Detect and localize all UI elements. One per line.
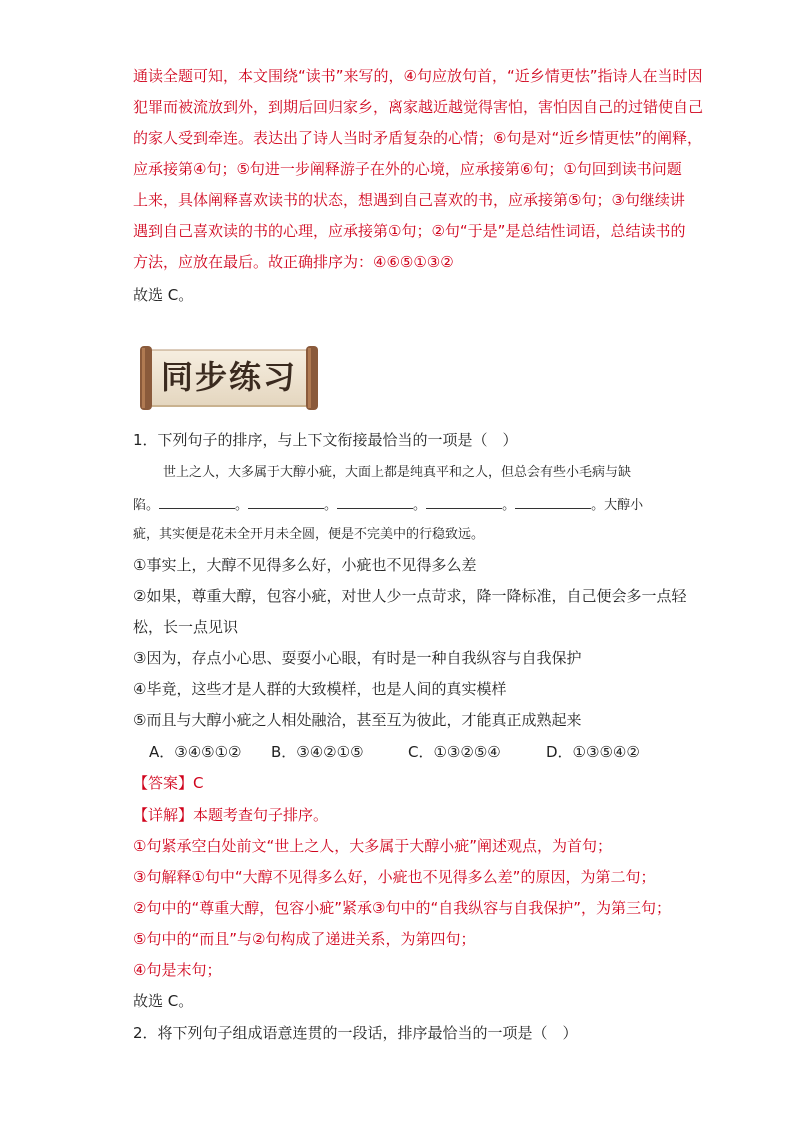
blank-sep-1: 。 [235,498,249,513]
passage-line-1: 世上之人，大多属于大醇小疵，大面上都是纯真平和之人，但总会有些小毛病与缺 [163,465,632,480]
option-d: D．①③⑤④② [546,743,640,761]
answer-line [133,773,204,793]
passage-line-2-start: 陷。 [133,498,160,513]
prev-answer-line-4: 应承接第④句；⑤句进一步阐释游子在外的心境，应承接第⑥句；①句回到读书问题 [133,160,682,178]
prev-answer-line-2: 犯罪而被流放到外，到期后回归家乡，离家越近越觉得害怕，害怕因自己的过错使自己 [133,98,704,116]
prev-answer-line-6: 遇到自己喜欢读的书的心理，应承接第①句；②句“于是”是总结性词语，总结读书的 [133,222,686,240]
option-c: C．①③②⑤④ [408,743,501,761]
detail-intro: 本题考查句子排序。 [193,806,329,824]
blank-sep-2: 。 [324,498,338,513]
option-b: B．③④②①⑤ [271,743,364,761]
sentence-3: ③因为，存点小心思、耍耍小心眼，有时是一种自我纵容与自我保护 [133,649,582,667]
blank-sep-3: 。 [413,498,427,513]
blank-1 [159,494,235,509]
prev-answer-line-3: 的家人受到牵连。表达出了诗人当时矛盾复杂的心情；⑥句是对“近乡情更怯”的阐释， [133,129,702,147]
detail-3: ②句中的“尊重大醇，包容小疵”紧承③句中的“自我纵容与自我保护”，为第三句； [133,899,671,917]
passage-line-2-end: 。大醇小 [591,498,644,513]
prev-answer-line-1: 通读全题可知，本文围绕“读书”来写的，④句应放句首，“近乡情更怯”指诗人在当时因 [133,67,703,85]
prev-answer-line-5: 上来，具体阐释喜欢读书的状态，想遇到自己喜欢的书，应承接第⑤句；③句继续讲 [133,191,685,209]
sentence-5: ⑤而且与大醇小疵之人相处融洽，甚至互为彼此，才能真正成熟起来 [133,711,582,729]
passage-line-2 [133,494,643,516]
prev-answer-line-7: 方法，应放在最后。故正确排序为：④⑥⑤①③② [133,253,454,271]
sentence-2-line-2: 松，长一点见识 [133,618,239,636]
answer-label: 【答案】 [133,774,194,792]
options-row [149,742,640,762]
sentence-4: ④毕竟，这些才是人群的大致模样，也是人间的真实模样 [133,680,507,698]
answer-value: C [193,774,204,792]
blank-3 [337,494,413,509]
blank-2 [248,494,324,509]
question-1-stem: 1．下列句子的排序，与上下文衔接最恰当的一项是（ ） [133,431,518,449]
detail-2: ③句解释①句中“大醇不见得多么好，小疵也不见得多么差”的原因，为第二句； [133,868,656,886]
detail-5: ④句是末句； [133,961,222,979]
detail-label: 【详解】 [133,806,194,824]
prev-answer-conclusion: 故选 C。 [133,286,194,304]
passage-line-3: 疵，其实便是花未全开月未全圆，便是不完美中的行稳致远。 [133,527,485,542]
blank-sep-4: 。 [502,498,516,513]
detail-1: ①句紧承空白处前文“世上之人，大多属于大醇小疵”阐述观点，为首句； [133,837,612,855]
section-banner [136,344,322,412]
blank-4 [426,494,502,509]
question-2-stem: 2．将下列句子组成语意连贯的一段话，排序最恰当的一项是（ ） [133,1024,578,1042]
sentence-2-line-1: ②如果，尊重大醇，包容小疵，对世人少一点苛求，降一降标准，自己便会多一点轻 [133,587,687,605]
blank-5 [515,494,591,509]
option-a: A．③④⑤①② [149,743,242,761]
detail-4: ⑤句中的“而且”与②句构成了递进关系，为第四句； [133,930,476,948]
sentence-1: ①事实上，大醇不见得多么好，小疵也不见得多么差 [133,556,477,574]
section-title: 同步练习 [160,358,297,396]
detail-line [133,805,328,825]
question-1-conclusion: 故选 C。 [133,992,194,1010]
